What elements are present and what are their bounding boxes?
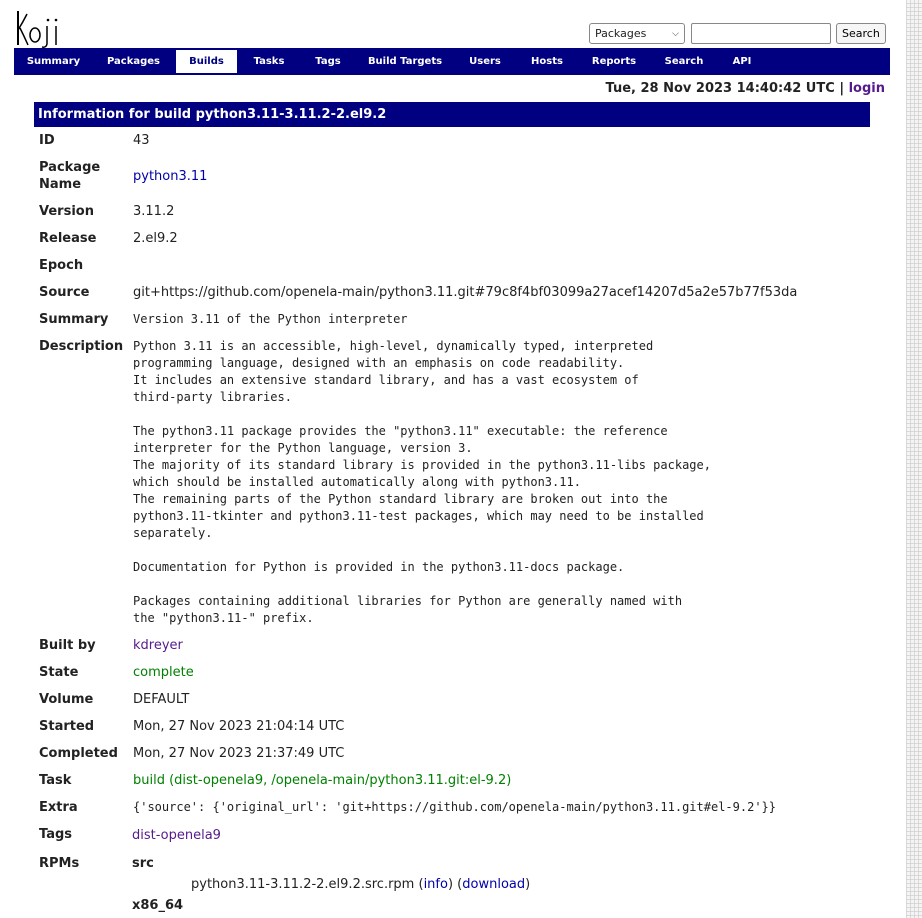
completed-value: Mon, 27 Nov 2023 21:37:49 UTC <box>133 746 345 761</box>
page-title: Information for build python3.11-3.11.2-2.el9.2 <box>34 102 870 127</box>
state-label: State <box>39 665 79 680</box>
tab-packages[interactable]: Packages <box>106 55 161 67</box>
started-value: Mon, 27 Nov 2023 21:04:14 UTC <box>133 719 345 734</box>
package-label-line1: Package <box>39 160 101 175</box>
description-block <box>133 338 711 627</box>
rpm-filename: python3.11-3.11.2-2.el9.2.src.rpm <box>191 877 415 892</box>
built-by-label: Built by <box>39 638 96 653</box>
source-value: git+https://github.com/openela-main/python3.11.git#79c8f4bf03099a27acef14207d5a2e57b77f53da <box>133 285 798 300</box>
package-label-line2: Name <box>39 177 82 192</box>
completed-label: Completed <box>39 746 118 761</box>
koji-logo[interactable] <box>15 8 65 48</box>
extra-label: Extra <box>39 800 78 815</box>
task-label: Task <box>39 773 72 788</box>
tab-search[interactable]: Search <box>664 55 704 67</box>
separator: | <box>839 81 845 96</box>
paren-close: ) <box>525 877 531 892</box>
epoch-label: Epoch <box>39 258 84 273</box>
summary-value: Version 3.11 of the Python interpreter <box>133 312 408 326</box>
main-nav <box>14 48 890 75</box>
summary-label: Summary <box>39 312 109 327</box>
description-text: Python 3.11 is an accessible, high-level, dynamically typed, interpreted programming language, designed with an emphasis on code readability. It includes an extensive standard library, and has a vast ecosystem of third-party libraries. The python3.11 package provides the "python3.11" executable: the reference interpreter for the Python language, version 3. The majority of its standard library is provided in the python3.11-libs package, which should be installed automatically along with python3.11. The remaining parts of the Python standard library are broken out into the python3.11-tkinter and python3.11-test packages, which may need to be installed separately. Documentation for Python is provided in the python3.11-docs package. Packages containing additional libraries for Python are generally named with the "python3.11-" prefix. <box>133 339 711 625</box>
volume-label: Volume <box>39 692 94 707</box>
search-button[interactable]: Search <box>836 23 886 44</box>
release-value: 2.el9.2 <box>133 231 178 246</box>
volume-value: DEFAULT <box>133 692 190 707</box>
version-value: 3.11.2 <box>133 204 175 219</box>
paren-close: ) <box>447 877 454 892</box>
tab-api[interactable]: API <box>732 55 752 67</box>
tag-link[interactable]: dist-openela9 <box>132 828 221 843</box>
page-edge-pattern <box>906 0 922 918</box>
rpms-label: RPMs <box>39 856 80 871</box>
search-type-select[interactable] <box>589 23 685 44</box>
rpm-arch-src: src <box>132 856 154 871</box>
tab-reports[interactable]: Reports <box>591 55 637 67</box>
rpm-download-link[interactable]: download <box>462 877 526 892</box>
tab-tags[interactable]: Tags <box>315 55 341 67</box>
search-area <box>589 23 886 44</box>
paren-open: ( <box>457 877 463 892</box>
current-datetime: Tue, 28 Nov 2023 14:40:42 UTC <box>605 81 835 96</box>
source-label: Source <box>39 285 90 300</box>
login-link[interactable]: login <box>848 81 885 96</box>
date-login-bar <box>606 81 886 96</box>
tab-summary[interactable]: Summary <box>26 55 81 67</box>
rpm-arch-x86_64: x86_64 <box>132 898 184 913</box>
release-label: Release <box>39 231 97 246</box>
chevron-down-icon: ⌵ <box>672 28 679 39</box>
tab-tasks[interactable]: Tasks <box>253 55 285 67</box>
tab-users[interactable]: Users <box>469 55 501 67</box>
started-label: Started <box>39 719 95 734</box>
task-link[interactable]: build (dist-openela9, /openela-main/python3.11.git:el-9.2) <box>133 773 512 788</box>
tags-label: Tags <box>39 827 73 842</box>
paren-open: ( <box>418 877 424 892</box>
version-label: Version <box>39 204 94 219</box>
tab-builds[interactable]: Builds <box>176 50 237 73</box>
tab-hosts[interactable]: Hosts <box>531 55 563 67</box>
package-link[interactable]: python3.11 <box>133 169 208 184</box>
search-type-value: Packages <box>595 27 647 40</box>
extra-value: {'source': {'original_url': 'git+https://github.com/openela-main/python3.11.git#el-9.2'}} <box>133 800 776 814</box>
tab-build-targets[interactable]: Build Targets <box>367 55 443 67</box>
rpm-info-link[interactable]: info <box>423 877 448 892</box>
id-label: ID <box>39 133 55 148</box>
search-input[interactable] <box>691 23 831 44</box>
package-name-label <box>39 159 129 193</box>
built-by-link[interactable]: kdreyer <box>133 638 183 653</box>
rpm-entry <box>191 877 530 892</box>
id-value: 43 <box>133 133 150 148</box>
state-value: complete <box>133 665 194 680</box>
description-label: Description <box>39 339 124 354</box>
